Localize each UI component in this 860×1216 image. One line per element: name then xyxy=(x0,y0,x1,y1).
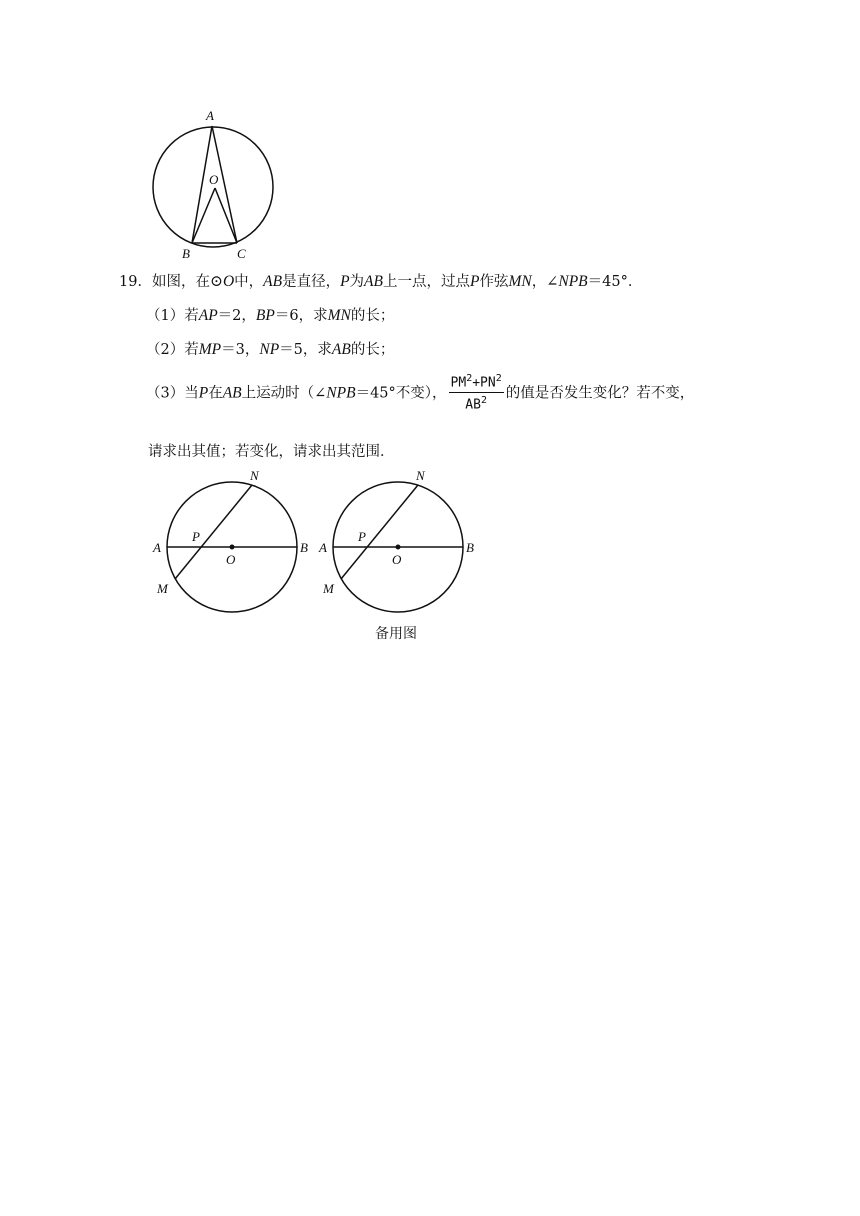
problem-stem: 19．如图，在⊙O中，AB是直径，P为AB上一点，过点P作弦MN，∠NPB＝45°． xyxy=(119,273,643,290)
label-n: N xyxy=(416,468,425,483)
circle-o xyxy=(153,127,273,247)
label-p: P xyxy=(358,529,366,544)
chord-mn xyxy=(341,485,418,579)
label-m: M xyxy=(323,581,334,596)
figure-caption: 备用图 xyxy=(375,626,417,642)
label-a: A xyxy=(153,540,161,555)
part-1: （1）若AP＝2，BP＝6，求MN的长； xyxy=(146,307,395,324)
label-o: O xyxy=(226,552,236,567)
figure-circle-chord-2 xyxy=(314,462,484,622)
label-n: N xyxy=(250,468,259,483)
label-c: C xyxy=(237,246,246,261)
label-a: A xyxy=(206,108,214,123)
label-o: O xyxy=(209,172,219,187)
problem-number: 19． xyxy=(119,274,152,290)
fraction-expression: $\frac{PM^2+PN^2}{AB^2}$ xyxy=(450,373,502,413)
label-p: P xyxy=(192,529,200,544)
part-3-continued: 请求出其值；若变化，请求出其范围． xyxy=(148,444,395,460)
circle-o-symbol: ⊙O xyxy=(209,273,235,290)
label-b: B xyxy=(182,246,190,261)
segment-ob xyxy=(192,188,215,243)
part-2: （2）若MP＝3，NP＝5，求AB的长； xyxy=(146,341,395,358)
figure-circle-chord-1 xyxy=(148,462,318,622)
label-a: A xyxy=(319,540,327,555)
figure-triangle-in-circle xyxy=(140,104,290,264)
label-o: O xyxy=(392,552,402,567)
label-b: B xyxy=(466,540,474,555)
center-dot xyxy=(230,545,235,550)
segment-oc xyxy=(215,188,237,243)
label-m: M xyxy=(157,581,168,596)
part-3: （3）当P在AB上运动时（∠NPB＝45°不变）， $\frac{PM^2+PN^2}{AB^2}$ 的值是否发生变化？若不变， xyxy=(146,373,695,413)
chord-mn xyxy=(175,485,252,579)
center-dot xyxy=(396,545,401,550)
label-b: B xyxy=(300,540,308,555)
